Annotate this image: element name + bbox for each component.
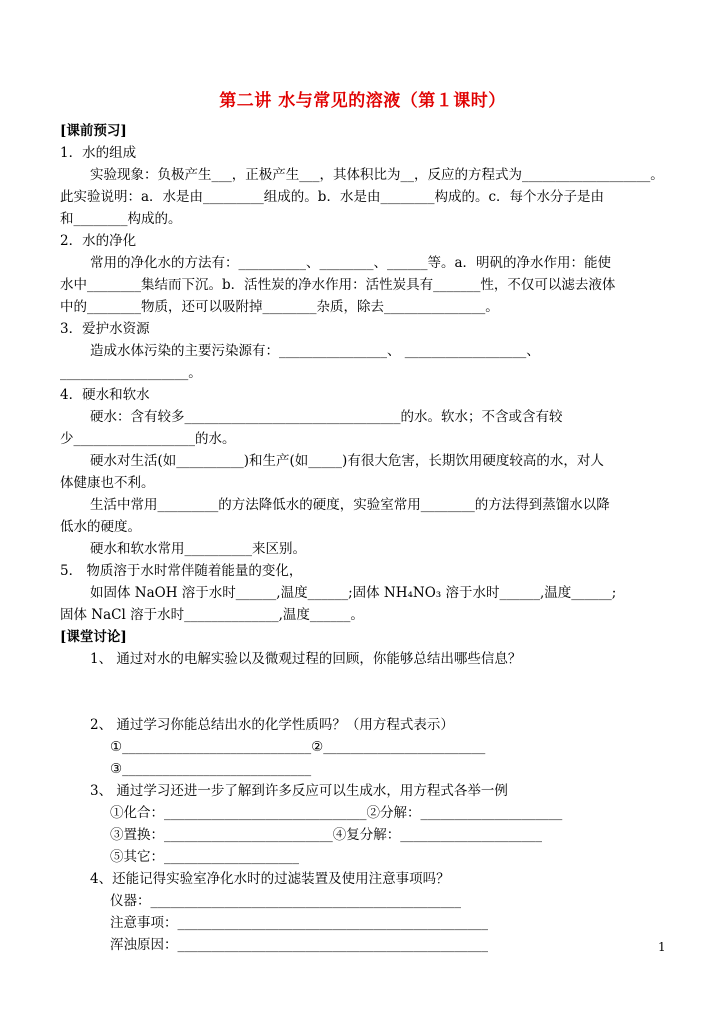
text-line: 常用的净化水的方法有：__________、________、______等。a．明矾的净水作用：能使 [90,255,612,271]
text-line: 4．硬水和软水 [60,387,150,403]
section-heading: [课前预习] [60,123,127,139]
text-line: 硬水：含有较多________________________________的水。软水；不含或含有较 [90,409,563,425]
text-line: 2．水的净化 [60,233,137,249]
text-line: 1．水的组成 [60,145,137,161]
text-line: 硬水和软水常用__________来区别。 [90,541,306,557]
text-line: 仪器：______________________________________________ [110,893,461,909]
text-line: 1、 通过对水的电解实验以及微观过程的回顾，你能够总结出哪些信息？ [90,651,522,667]
text-line: 生活中常用_________的方法降低水的硬度，实验室常用________的方法得到蒸馏水以降 [90,497,610,513]
text-line: 水中________集结而下沉。b．活性炭的净水作用：活性炭具有_______性，不仅可以滤去液体 [60,277,616,293]
text-line: 低水的硬度。 [60,519,141,535]
text-line: ___________________。 [60,365,202,381]
text-line: 注意事项：______________________________________________ [110,915,488,931]
text-line: 此实验说明：a．水是由_________组成的。b．水是由________构成的。c．每个水分子是由 [60,189,605,205]
text-line: 和________构成的。 [60,211,182,227]
text-line: 如固体 NaOH 溶于水时______,温度______;固体 NH₄NO₃ 溶于水时______,温度______; [90,585,617,601]
text-line: ①化合：______________________________②分解：_____________________ [110,805,563,821]
text-line: ③置换：_________________________④复分解：_____________________ [110,827,542,843]
text-line: 4、还能记得实验室净化水时的过滤装置及使用注意事项吗？ [90,871,450,887]
page-number: 1 [658,940,666,954]
page-title: 第二讲 水与常见的溶液（第１课时） [219,91,506,111]
text-line: 3、 通过学习还进一步了解到许多反应可以生成水，用方程式各举一例 [90,783,508,799]
text-line: 5． 物质溶于水时常伴随着能量的变化， [60,563,303,579]
text-line: 实验现象：负极产生___，正极产生___，其体积比为__，反应的方程式为___________________。 [90,167,664,183]
text-line: 体健康也不利。 [60,475,155,491]
text-line: ③____________________________ [110,761,312,777]
text-line: 浑浊原因：______________________________________________ [110,937,488,953]
text-line: ①____________________________②________________________ [110,739,486,755]
text-line: 造成水体污染的主要污染源有：________________、 __________________、 [90,343,540,359]
text-line: 中的________物质，还可以吸附掉________杂质，除去_______________。 [60,299,499,315]
text-line: 3．爱护水资源 [60,321,150,337]
section-heading: [课堂讨论] [60,629,127,645]
text-line: 2、 通过学习你能总结出水的化学性质吗？（用方程式表示） [90,717,454,733]
text-line: ⑤其它：____________________ [110,849,299,865]
text-line: 硬水对生活(如__________)和生产(如_____)有很大危害，长期饮用硬度较高的水，对人 [90,453,604,469]
text-line: 固体 NaCl 溶于水时______________,温度______。 [60,607,364,623]
text-line: 少__________________的水。 [60,431,236,447]
